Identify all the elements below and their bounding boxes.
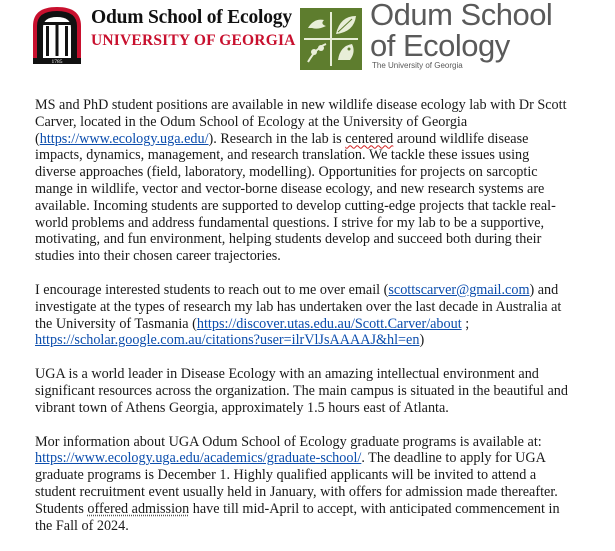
odum-leaf-logo-icon	[300, 8, 362, 70]
paragraph-contact	[35, 282, 600, 349]
text-fragment: have till mid-April to accept, with anticipated commencement in	[189, 500, 560, 517]
graduate-school-link[interactable]: https://www.ecology.uga.edu/academics/graduate-school/	[35, 450, 362, 467]
uga-logo-year: 1785	[51, 59, 63, 66]
text-line: world problems and address fundamental questions. I strive for my lab to be a supportive,	[35, 214, 545, 231]
ecology-website-link[interactable]: https://www.ecology.uga.edu/	[39, 130, 209, 147]
page-header	[0, 0, 615, 80]
odum-subtitle: The University of Georgia	[372, 61, 463, 70]
text-fragment: ). Research in the lab is	[208, 130, 346, 147]
odum-title-line1: Odum School	[370, 0, 553, 32]
text-line: impacts, dynamics, management, and research translation. We tackle these issues using	[35, 147, 530, 164]
email-link[interactable]: scottscarver@gmail.com	[388, 281, 530, 298]
text-line	[35, 282, 600, 299]
text-line	[35, 332, 600, 349]
text-fragment: ;	[461, 315, 470, 332]
paragraph-uga	[35, 366, 600, 416]
spellcheck-word: centered	[345, 130, 394, 147]
text-line: graduate programs is December 1. Highly qualified applicants will be invited to attend a	[35, 467, 537, 484]
text-line	[35, 131, 600, 148]
utas-profile-link[interactable]: https://discover.utas.edu.au/Scott.Carver/about	[196, 315, 462, 332]
uga-title: Odum School of Ecology	[91, 7, 292, 28]
odum-title-line2: of Ecology	[370, 28, 510, 63]
uga-arch-logo-icon	[31, 4, 83, 66]
text-line: UGA is a world leader in Disease Ecology with an amazing intellectual environment and	[35, 366, 539, 383]
text-fragment: ) and	[529, 281, 559, 298]
uga-wordmark	[91, 7, 296, 50]
text-line: significant resources across the organization. The main campus is situated in the beautiful and	[35, 382, 568, 399]
text-fragment: I encourage interested students to reach out to me over email (	[35, 281, 389, 298]
text-fragment: the University of Tasmania (	[35, 315, 197, 332]
text-line: investigate at the types of research my lab has undertaken over the last decade in Australia at	[35, 298, 562, 315]
text-line: diverse approaches (field, laboratory, modelling). Opportunities for projects on sarcoptic	[35, 164, 538, 181]
paragraph-positions	[35, 97, 600, 265]
text-line	[35, 501, 600, 518]
uga-subtitle: UNIVERSITY OF GEORGIA	[91, 32, 296, 49]
text-line: available. Incoming students are supported to develop cutting-edge projects that tackle real-	[35, 197, 556, 214]
text-fragment: . The deadline to apply for UGA	[361, 450, 546, 467]
text-line	[35, 450, 600, 467]
grammar-check-phrase: offered admission	[87, 500, 190, 517]
google-scholar-link[interactable]: https://scholar.google.com.au/citations?user=ilrVlJsAAAAJ&hl=en	[35, 332, 420, 349]
text-line: mange in wildlife, vector and vector-borne disease ecology, and new research systems are	[35, 180, 545, 197]
text-line: MS and PhD student positions are available in new wildlife disease ecology lab with Dr Scott	[35, 97, 567, 113]
paragraph-programs	[35, 434, 600, 535]
text-fragment: Students	[35, 500, 88, 517]
text-line: Carver, located in the Odum School of Ecology at the University of Georgia	[35, 113, 468, 130]
text-fragment: )	[419, 332, 425, 349]
text-line: the Fall of 2024.	[35, 517, 129, 534]
text-line: student recruitment event usually held in January, with offers for admission made thereafter.	[35, 483, 558, 500]
text-line: studies into their chosen career trajectories.	[35, 248, 281, 265]
text-fragment: (	[35, 130, 40, 147]
text-line	[35, 316, 600, 333]
text-line: Mor information about UGA Odum School of Ecology graduate programs is available at:	[35, 433, 542, 450]
text-line: vibrant town of Athens Georgia, approximately 1.5 hours east of Atlanta.	[35, 399, 449, 416]
odum-wordmark	[370, 0, 552, 70]
text-fragment: around wildlife disease	[393, 130, 529, 147]
document-body	[35, 97, 600, 551]
text-line: motivating, and fun environment, helping students develop and succeed both during their	[35, 231, 542, 248]
